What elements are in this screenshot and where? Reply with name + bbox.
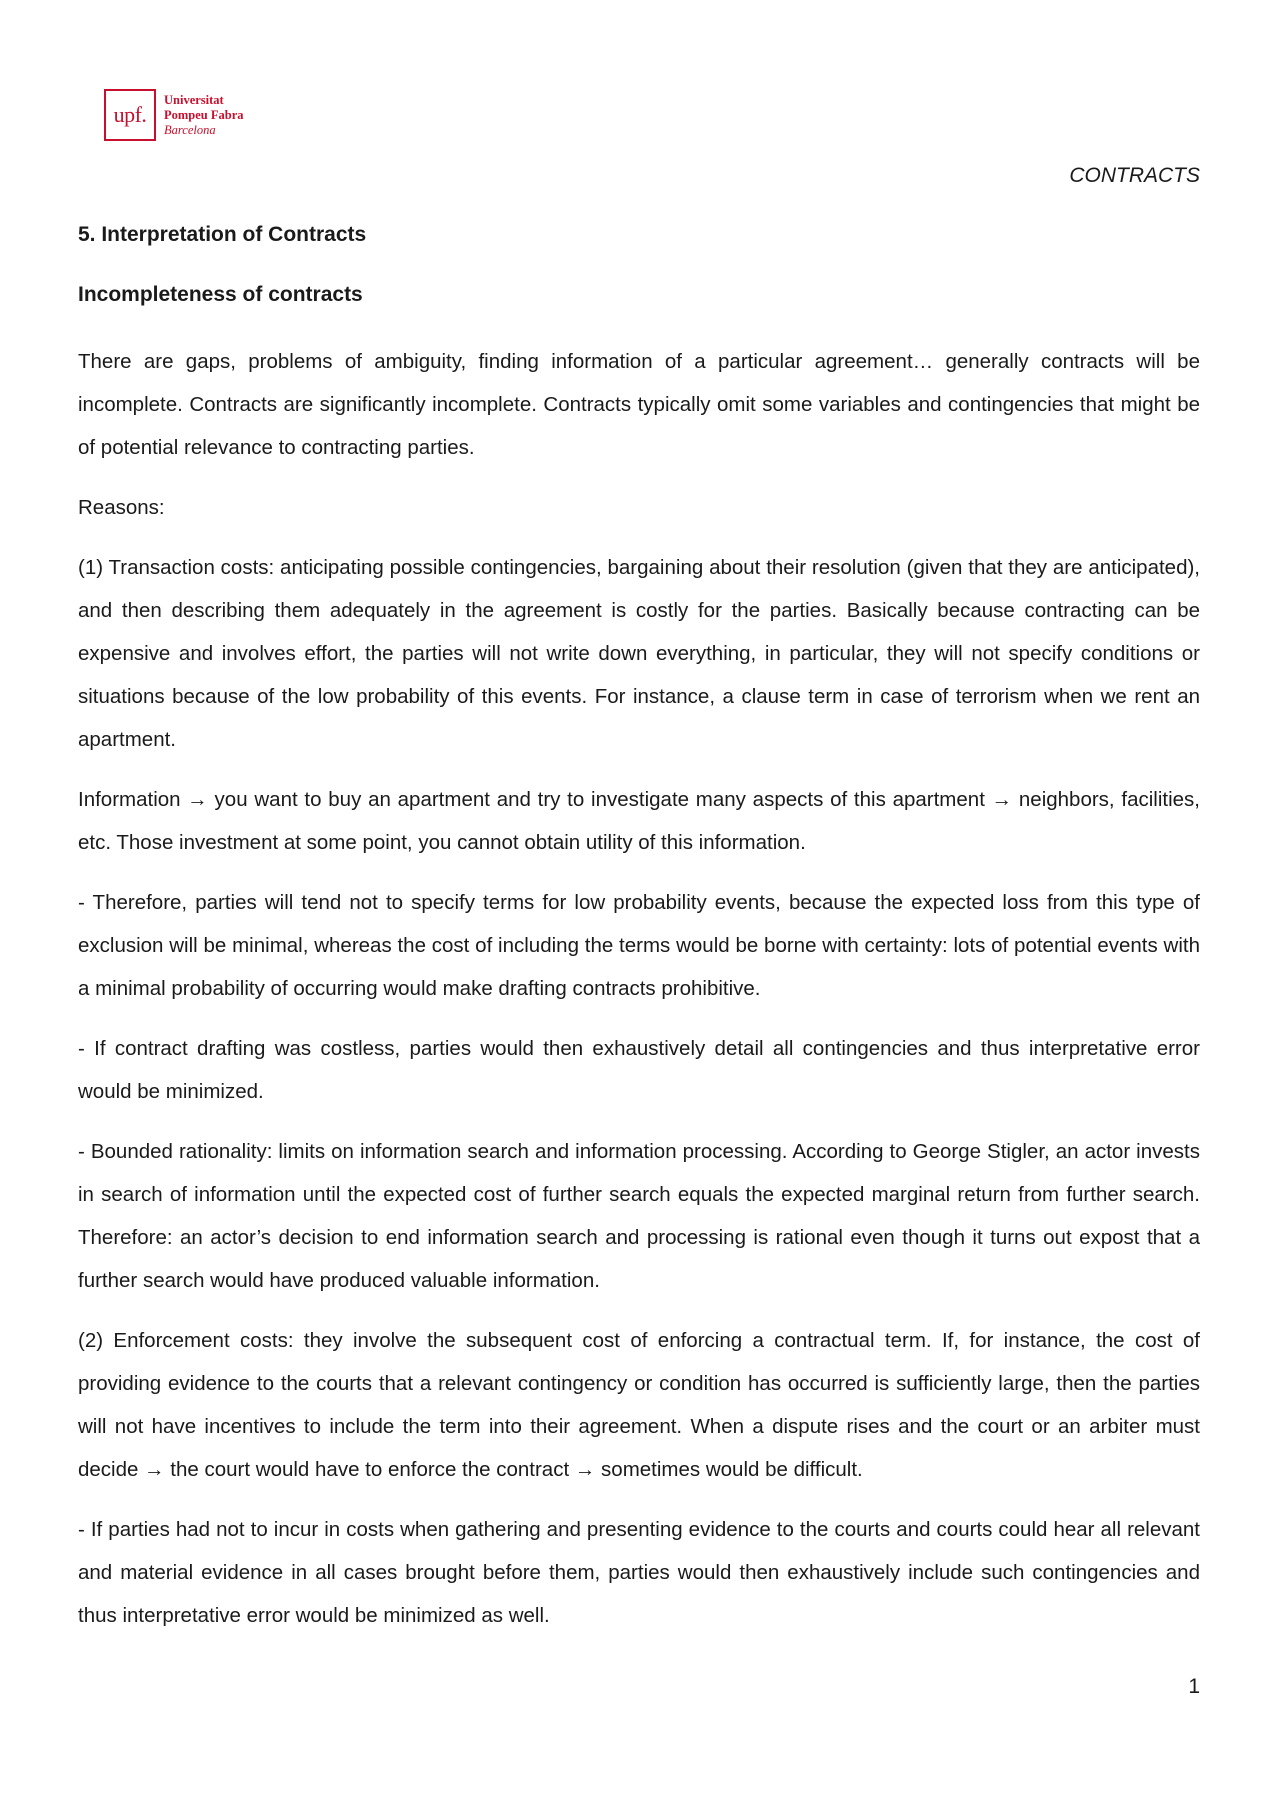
paragraph-information-example: Information → you want to buy an apartment and try to investigate many aspects of this apartment → neighbors, facilities, etc. Those investment at some point, you cannot obtain utility of this information.	[78, 788, 1200, 854]
paragraph-costless-drafting: - If contract drafting was costless, parties would then exhaustively detail all contingencies and thus interpretative error would be minimized.	[78, 1037, 1200, 1103]
logo-line-2: Pompeu Fabra	[164, 107, 244, 122]
paragraph-reasons-label: Reasons:	[78, 496, 165, 519]
upf-logo-mark: upf.	[104, 89, 156, 141]
section-title: 5. Interpretation of Contracts	[78, 223, 367, 246]
university-name	[164, 93, 244, 138]
logo-line-3: Barcelona	[164, 122, 216, 137]
paragraph-bounded-rationality: - Bounded rationality: limits on information search and information processing. According to George Stigler, an actor invests in search of information until the expected cost of further search equals the expected marginal return from further search. Therefore: an actor’s decision to end information search and processing is rational even though it turns out expost that a further search would have produced valuable information.	[78, 1140, 1200, 1292]
section-subtitle: Incompleteness of contracts	[78, 283, 363, 306]
paragraph-enforcement-costs: (2) Enforcement costs: they involve the subsequent cost of enforcing a contractual term. If, for instance, the cost of providing evidence to the courts that a relevant contingency or condition has occurred is sufficiently large, then the parties will not have incentives to include the term into their agreement. When a dispute rises and the court or an arbiter must decide → the court would have to enforce the contract → sometimes would be difficult.	[78, 1329, 1200, 1481]
logo-line-1: Universitat	[164, 92, 224, 107]
paragraph-evidence-costs: - If parties had not to incur in costs when gathering and presenting evidence to the courts and courts could hear all relevant and material evidence in all cases brought before them, parties would then exhaustively include such contingencies and thus interpretative error would be minimized as well.	[78, 1518, 1200, 1627]
running-header: CONTRACTS	[1069, 164, 1200, 187]
document-body	[78, 220, 1200, 1654]
university-logo	[104, 89, 244, 141]
paragraph-transaction-costs: (1) Transaction costs: anticipating possible contingencies, bargaining about their resolution (given that they are anticipated), and then describing them adequately in the agreement is costly for the parties. Basically because contracting can be expensive and involves effort, the parties will not write down everything, in particular, they will not specify conditions or situations because of the low probability of this events. For instance, a clause term in case of terrorism when we rent an apartment.	[78, 556, 1200, 751]
page-number: 1	[1188, 1675, 1200, 1698]
paragraph-intro: There are gaps, problems of ambiguity, finding information of a particular agreement… generally contracts will be incomplete. Contracts are significantly incomplete. Contracts typically omit some variables and contingencies that might be of potential relevance to contracting parties.	[78, 350, 1200, 459]
paragraph-low-probability: - Therefore, parties will tend not to specify terms for low probability events, because the expected loss from this type of exclusion will be minimal, whereas the cost of including the terms would be borne with certainty: lots of potential events with a minimal probability of occurring would make drafting contracts prohibitive.	[78, 891, 1200, 1000]
